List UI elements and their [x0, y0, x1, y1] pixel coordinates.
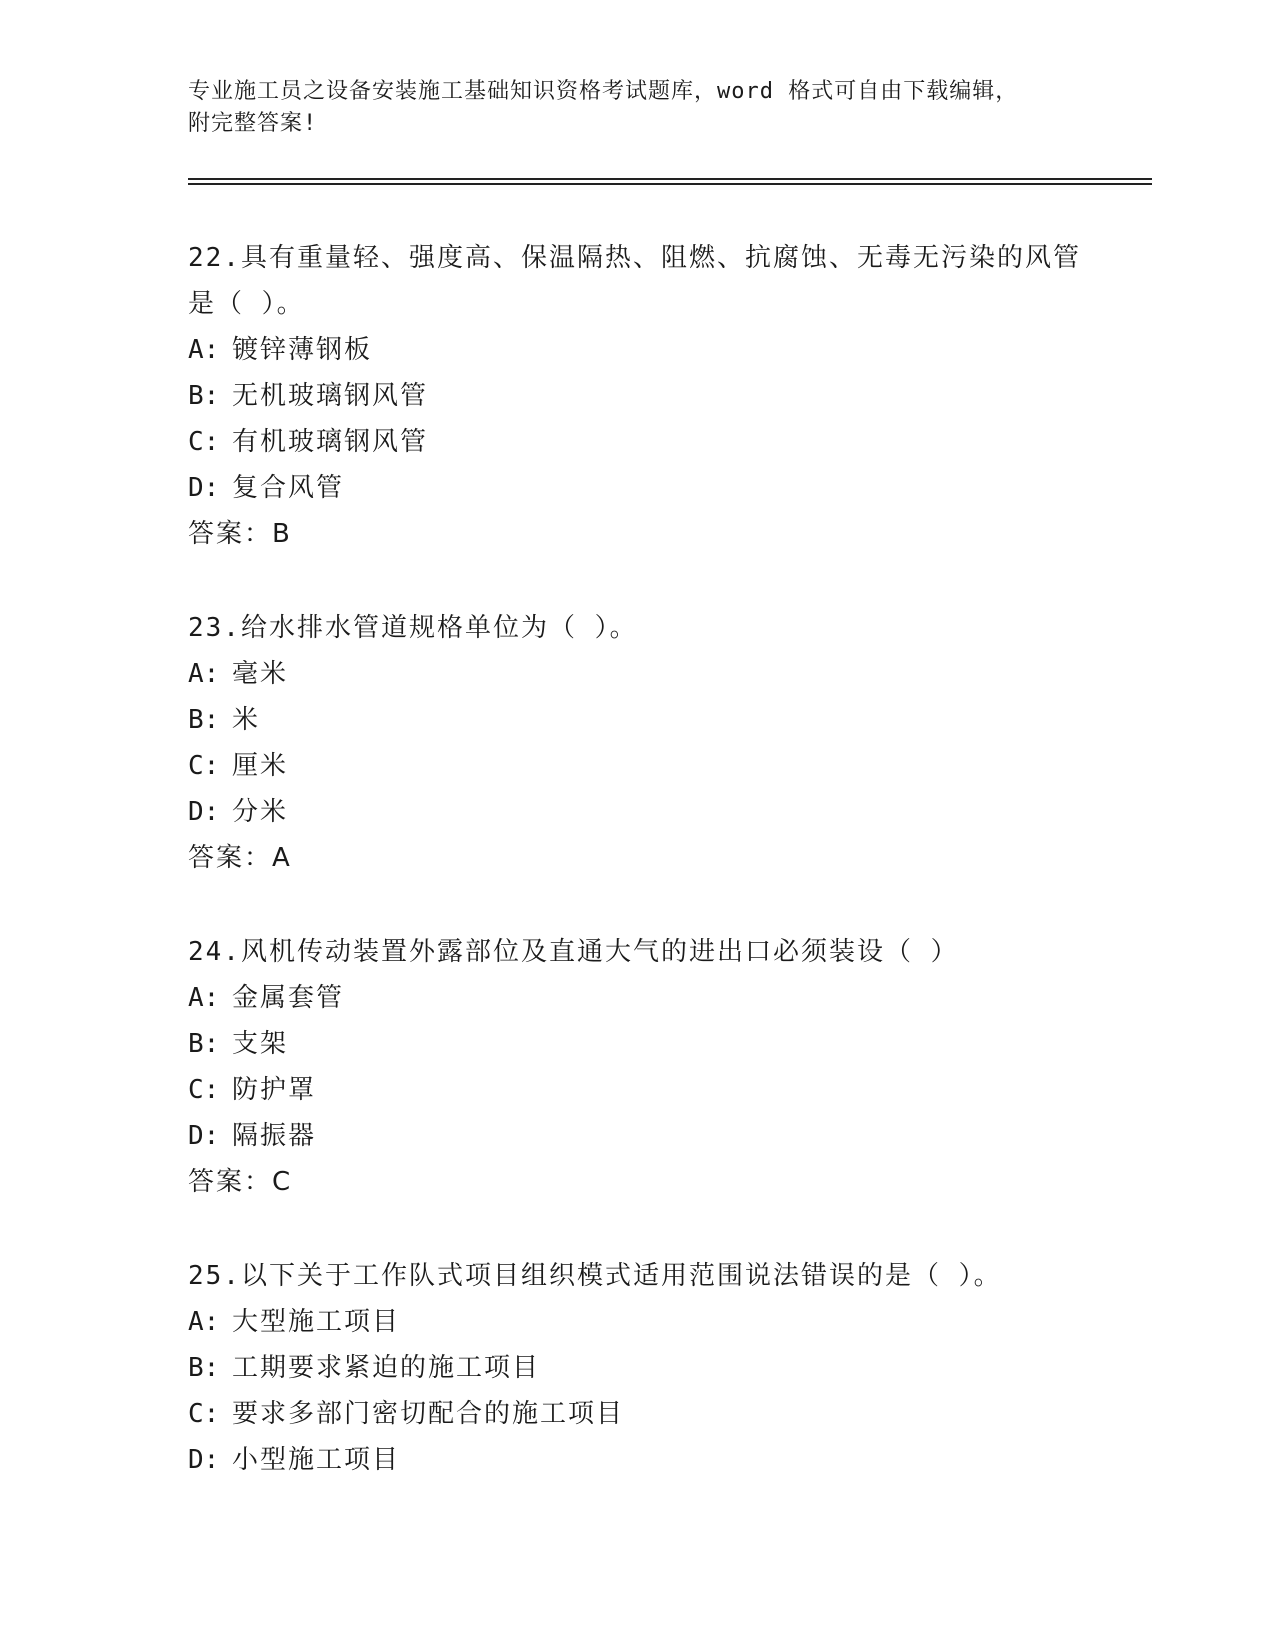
option-b [188, 373, 1088, 419]
option-key: D: [188, 1445, 220, 1475]
question-stem: 23.给水排水管道规格单位为（ ）。 [188, 613, 638, 643]
option-key: C: [188, 1399, 220, 1429]
option-d [188, 789, 1088, 835]
option-key: A: [188, 659, 220, 689]
option-key: B: [188, 381, 220, 411]
option-text: 支架 [232, 1029, 289, 1059]
option-key: C: [188, 427, 220, 457]
option-d [188, 1113, 1088, 1159]
option-b [188, 697, 1088, 743]
option-text: 厘米 [232, 751, 289, 781]
question-list [188, 235, 1088, 1531]
option-text: 工期要求紧迫的施工项目 [232, 1353, 541, 1383]
option-c [188, 1067, 1088, 1113]
option-text: 镀锌薄钢板 [232, 335, 373, 365]
option-key: B: [188, 1353, 220, 1383]
option-key: B: [188, 1029, 220, 1059]
option-key: A: [188, 335, 220, 365]
option-text: 要求多部门密切配合的施工项目 [232, 1399, 625, 1429]
header-divider-top [188, 178, 1152, 180]
option-text: 无机玻璃钢风管 [232, 381, 429, 411]
option-text: 隔振器 [232, 1121, 317, 1151]
option-key: D: [188, 1121, 220, 1151]
option-a [188, 651, 1088, 697]
option-key: B: [188, 705, 220, 735]
option-text: 金属套管 [232, 983, 345, 1013]
option-text: 毫米 [232, 659, 289, 689]
question-stem: 25.以下关于工作队式项目组织模式适用范围说法错误的是（ ）。 [188, 1261, 1002, 1291]
option-text: 米 [232, 705, 261, 735]
question-stem: 24.风机传动装置外露部位及直通大气的进出口必须装设（ ） [188, 937, 959, 967]
option-d [188, 1437, 1088, 1483]
answer-line: 答案：A [188, 843, 292, 873]
option-c [188, 743, 1088, 789]
option-key: C: [188, 751, 220, 781]
option-text: 分米 [232, 797, 289, 827]
option-key: A: [188, 983, 220, 1013]
option-c [188, 419, 1088, 465]
option-key: D: [188, 797, 220, 827]
option-text: 防护罩 [232, 1075, 317, 1105]
question-stem: 22.具有重量轻、强度高、保温隔热、阻燃、抗腐蚀、无毒无污染的风管是（ ）。 [188, 243, 1081, 319]
option-text: 有机玻璃钢风管 [232, 427, 429, 457]
option-d [188, 465, 1088, 511]
question-24 [188, 929, 1088, 1205]
header-divider-bottom [188, 183, 1152, 185]
option-text: 复合风管 [232, 473, 345, 503]
question-25 [188, 1253, 1088, 1483]
document-header [188, 76, 1088, 140]
option-key: C: [188, 1075, 220, 1105]
option-b [188, 1345, 1088, 1391]
header-line-1: 专业施工员之设备安装施工基础知识资格考试题库，word 格式可自由下载编辑， [188, 79, 1019, 104]
question-23 [188, 605, 1088, 881]
option-b [188, 1021, 1088, 1067]
answer-line: 答案：B [188, 519, 292, 549]
option-key: A: [188, 1307, 220, 1337]
header-line-2: 附完整答案! [188, 111, 318, 136]
option-c [188, 1391, 1088, 1437]
option-a [188, 975, 1088, 1021]
answer-line: 答案：C [188, 1167, 293, 1197]
question-22 [188, 235, 1088, 557]
option-text: 小型施工项目 [232, 1445, 401, 1475]
option-key: D: [188, 473, 220, 503]
option-a [188, 327, 1088, 373]
option-text: 大型施工项目 [232, 1307, 401, 1337]
option-a [188, 1299, 1088, 1345]
